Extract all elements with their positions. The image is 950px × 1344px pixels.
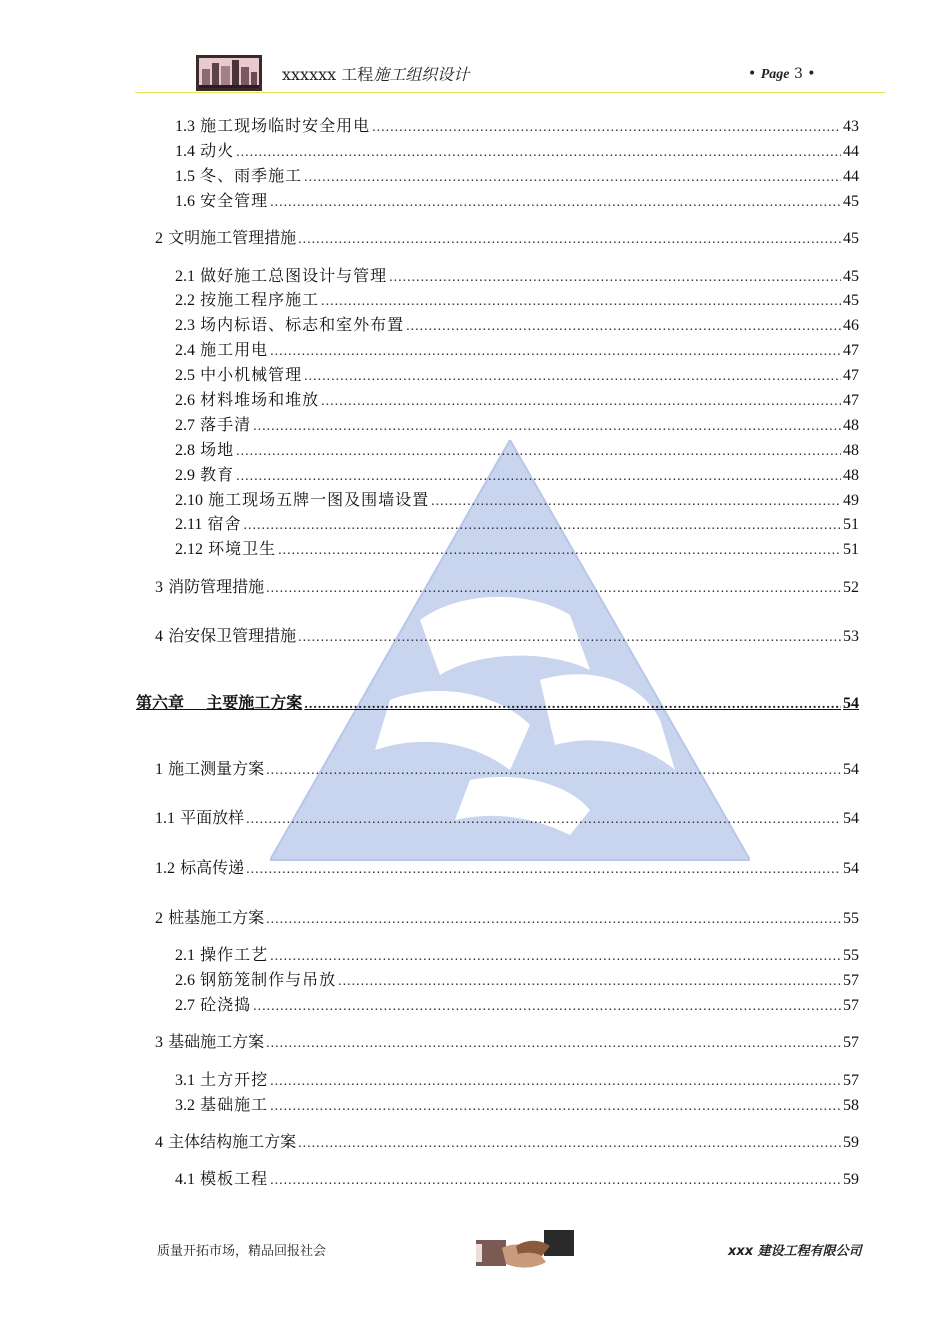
toc-leader [253,414,841,438]
toc-number: 2 [155,910,163,927]
toc-label: 材料堆场和堆放 [200,390,320,409]
footer-slogan: 质量开拓市场，精品回报社会 [157,1244,327,1259]
toc-entry[interactable] [175,1094,859,1116]
toc-number: 2.2 [175,292,195,309]
toc-page: 46 [843,317,859,334]
toc-page: 43 [843,118,859,135]
toc-leader [266,907,841,931]
toc-label: 施工测量方案 [168,759,265,778]
toc-entry[interactable] [175,389,859,411]
toc-leader [270,1069,841,1093]
toc-page: 57 [843,972,859,989]
toc-page: 45 [843,292,859,309]
toc-number: 2.5 [175,367,195,384]
toc-entry[interactable] [175,140,859,162]
toc-number: 2.3 [175,317,195,334]
toc-label: 冬、雨季施工 [200,166,303,185]
toc-number: 1.2 [155,860,175,877]
toc-page: 49 [843,492,859,509]
toc-leader [304,364,841,388]
toc-label: 砼浇捣 [200,995,252,1014]
toc-label: 主要施工方案 [206,693,303,712]
toc-number: 1.1 [155,810,175,827]
toc-label: 施工用电 [200,340,269,359]
toc-entry[interactable] [155,857,859,879]
toc-entry[interactable] [175,464,859,486]
toc-page: 44 [843,143,859,160]
toc-leader [246,857,841,881]
toc-entry[interactable] [155,227,859,249]
toc-leader [246,807,841,831]
toc-entry[interactable] [175,1069,859,1091]
toc-number: 3.2 [175,1097,195,1114]
toc-number: 2.4 [175,342,195,359]
toc-label: 按施工程序施工 [200,290,320,309]
toc-label: 标高传递 [180,858,245,877]
toc-page: 54 [843,860,859,877]
toc-entry[interactable] [175,513,859,535]
toc-page: 48 [843,442,859,459]
toc-entry[interactable] [175,944,859,966]
toc-leader [244,513,841,537]
toc-page: 51 [843,516,859,533]
toc-leader [278,538,841,562]
toc-label: 模板工程 [200,1169,269,1188]
toc-page: 51 [843,541,859,558]
toc-entry[interactable] [175,1168,859,1190]
toc-leader [406,314,841,338]
toc-number: 3 [155,579,163,596]
toc-page: 54 [843,810,859,827]
toc-page: 53 [843,628,859,645]
toc-number: 2.10 [175,492,203,509]
toc-page: 57 [843,1034,859,1051]
toc-leader [236,464,841,488]
toc-leader [270,190,841,214]
toc-page: 47 [843,367,859,384]
toc-leader [431,489,841,513]
page-prefix: Page [760,67,790,82]
toc-label: 教育 [200,465,235,484]
toc-label: 平面放样 [180,808,245,827]
toc-label: 基础施工 [200,1095,269,1114]
toc-page: 44 [843,168,859,185]
page-number-value: 3 [793,66,803,82]
toc-number: 3.1 [175,1072,195,1089]
toc-page: 58 [843,1097,859,1114]
toc-label: 动火 [200,141,235,160]
toc-leader [236,140,841,164]
toc-page: 55 [843,910,859,927]
toc-entry[interactable] [175,414,859,436]
toc-entry[interactable] [155,758,859,780]
toc-label: 安全管理 [200,191,269,210]
toc-entry[interactable] [175,165,859,187]
toc-entry[interactable] [175,289,859,311]
toc-label: 基础施工方案 [168,1032,265,1051]
toc-leader [266,576,841,600]
toc-number: 1.6 [175,193,195,210]
toc-number: 2.7 [175,997,195,1014]
toc-entry[interactable] [155,1031,859,1053]
document-title-italic: 施工组织设计 [373,65,470,84]
toc-number: 2.1 [175,947,195,964]
toc-entry[interactable] [155,576,859,598]
toc-leader [321,389,841,413]
toc-page: 45 [843,193,859,210]
toc-entry[interactable] [155,1131,859,1153]
toc-leader [270,339,841,363]
toc-entry[interactable] [155,625,859,647]
toc-number: 3 [155,1034,163,1051]
toc-number: 1.3 [175,118,195,135]
toc-entry[interactable] [175,994,859,1016]
toc-page: 54 [843,761,859,778]
toc-label: 场地 [200,440,235,459]
page-header [0,0,950,100]
toc-entry[interactable] [175,115,859,137]
toc-number: 2.9 [175,467,195,484]
page-number: • Page 3 • [748,66,816,82]
document-title [282,62,469,85]
toc-page: 45 [843,230,859,247]
toc-page: 48 [843,417,859,434]
toc-number: 2.1 [175,268,195,285]
toc-label: 施工现场五牌一图及围墙设置 [208,490,430,509]
toc-label: 钢筋笼制作与吊放 [200,970,337,989]
toc-leader [253,994,841,1018]
toc-label: 主体结构施工方案 [168,1132,297,1151]
toc-number: 4.1 [175,1171,195,1188]
toc-entry[interactable] [175,439,859,461]
toc-label: 落手清 [200,415,252,434]
toc-number: 2 [155,230,163,247]
toc-leader [304,165,841,189]
toc-number: 4 [155,1134,163,1151]
toc-label: 土方开挖 [200,1070,269,1089]
toc-label: 做好施工总图设计与管理 [200,266,388,285]
toc-entry[interactable] [175,538,859,560]
toc-leader [321,289,841,313]
toc-page: 47 [843,342,859,359]
toc-leader [266,1031,841,1055]
toc-leader [298,227,841,251]
toc-page: 59 [843,1134,859,1151]
header-divider [135,92,885,93]
toc-label: 文明施工管理措施 [168,228,297,247]
toc-entry[interactable] [175,489,859,511]
toc-label: 中小机械管理 [200,365,303,384]
toc-leader [266,758,841,782]
toc-label: 环境卫生 [208,539,277,558]
toc-entry[interactable] [175,314,859,336]
toc-leader [372,115,841,139]
toc-page: 57 [843,997,859,1014]
toc-leader [236,439,841,463]
toc-number: 2.6 [175,972,195,989]
footer-company: xxx 建设工程有限公司 [728,1244,862,1259]
toc-page: 54 [843,695,859,712]
toc-entry[interactable] [155,807,859,829]
toc-entry[interactable] [175,364,859,386]
toc-leader [298,1131,841,1155]
handshake-icon [476,1222,574,1278]
toc-number: 1 [155,761,163,778]
toc-chapter-entry[interactable] [136,692,859,714]
toc-leader [270,1094,841,1118]
toc-label: 治安保卫管理措施 [168,626,297,645]
toc-number: 2.12 [175,541,203,558]
toc-leader [298,625,841,649]
toc-number: 2.8 [175,442,195,459]
toc-page: 52 [843,579,859,596]
toc-leader [270,944,841,968]
toc-leader [304,692,841,716]
toc-entry[interactable] [175,969,859,991]
toc-number: 2.6 [175,392,195,409]
toc-page: 45 [843,268,859,285]
toc-page: 47 [843,392,859,409]
toc-number: 2.11 [175,516,203,533]
toc-label: 施工现场临时安全用电 [200,116,371,135]
toc-page: 55 [843,947,859,964]
toc-number: 1.5 [175,168,195,185]
toc-page: 59 [843,1171,859,1188]
toc-label: 宿舍 [207,514,242,533]
toc-number: 2.7 [175,417,195,434]
toc-number: 4 [155,628,163,645]
company-logo-icon [196,55,262,91]
toc-page: 57 [843,1072,859,1089]
toc-label: 消防管理措施 [168,577,265,596]
toc-entry[interactable] [175,190,859,212]
toc-leader [389,265,841,289]
toc-leader [270,1168,841,1192]
toc-label: 桩基施工方案 [168,908,265,927]
toc-page: 48 [843,467,859,484]
toc-entry[interactable] [175,265,859,287]
toc-label: 场内标语、标志和室外布置 [200,315,405,334]
toc-entry[interactable] [175,339,859,361]
toc-entry[interactable] [155,907,859,929]
toc-chapter-number: 第六章 [136,693,185,712]
toc-leader [338,969,841,993]
toc-number: 1.4 [175,143,195,160]
document-title-main: xxxxxx 工程 [282,65,374,84]
toc-label: 操作工艺 [200,945,269,964]
